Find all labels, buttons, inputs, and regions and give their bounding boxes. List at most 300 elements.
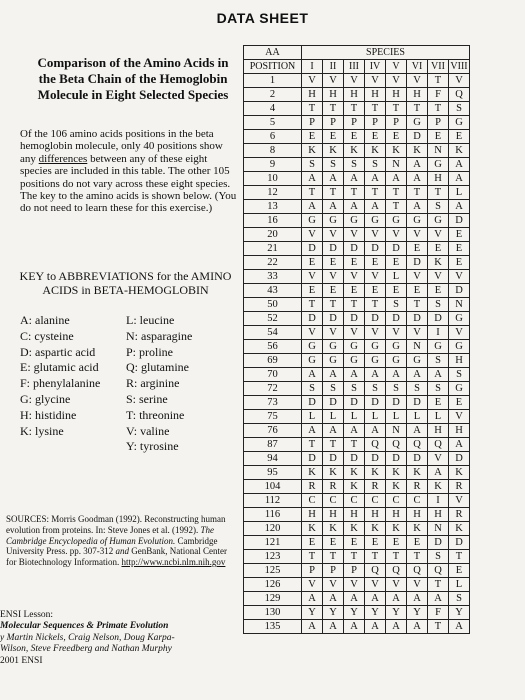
amino-acid-cell: A [386, 368, 407, 382]
aa-position-cell: 52 [244, 312, 302, 326]
amino-acid-cell: N [386, 424, 407, 438]
ensi-copyright: 2001 ENSI [0, 655, 43, 666]
amino-acid-cell: V [449, 494, 470, 508]
amino-acid-cell: A [365, 592, 386, 606]
amino-acid-cell: A [365, 620, 386, 634]
amino-acid-cell: L [428, 410, 449, 424]
amino-acid-cell: E [449, 564, 470, 578]
amino-acid-cell: A [344, 200, 365, 214]
table-row [244, 424, 470, 438]
table-row [244, 88, 470, 102]
table-row [244, 340, 470, 354]
amino-acid-cell: C [323, 494, 344, 508]
amino-acid-cell: T [407, 186, 428, 200]
amino-acid-cell: K [302, 144, 323, 158]
aa-position-cell: 20 [244, 228, 302, 242]
amino-acid-cell: L [449, 186, 470, 200]
table-row [244, 494, 470, 508]
amino-acid-cell: A [386, 620, 407, 634]
amino-acid-cell: K [344, 466, 365, 480]
table-row [244, 396, 470, 410]
abbreviation-entry: F: phenylalanine [20, 376, 101, 391]
table-row [244, 256, 470, 270]
abbreviation-row [20, 360, 245, 376]
amino-acid-cell: S [344, 158, 365, 172]
amino-acid-cell: D [386, 452, 407, 466]
amino-acid-cell: E [365, 536, 386, 550]
aa-position-cell: 72 [244, 382, 302, 396]
amino-acid-cell: G [344, 214, 365, 228]
amino-acid-cell: T [365, 298, 386, 312]
amino-acid-cell: V [365, 228, 386, 242]
amino-acid-cell: T [302, 438, 323, 452]
amino-acid-cell: V [407, 578, 428, 592]
ensi-authors-2: Wilson, Steve Freedberg and Nathan Murphy [0, 644, 172, 655]
amino-acid-cell: E [302, 536, 323, 550]
amino-acid-cell: T [407, 550, 428, 564]
amino-acid-cell: D [365, 452, 386, 466]
amino-acid-cell: S [365, 158, 386, 172]
amino-acid-cell: Y [386, 606, 407, 620]
aa-position-cell: 8 [244, 144, 302, 158]
amino-acid-cell: V [323, 270, 344, 284]
sources-text-2: Cambridge University Press. pp. 307-312 [6, 535, 218, 557]
abbreviation-entry: T: threonine [126, 407, 185, 422]
amino-acid-cell: D [302, 242, 323, 256]
amino-acid-cell: A [365, 368, 386, 382]
amino-acid-cell: D [428, 536, 449, 550]
amino-acid-cell: Q [407, 438, 428, 452]
amino-acid-cell: V [344, 326, 365, 340]
amino-acid-cell: E [449, 228, 470, 242]
amino-acid-cell: K [386, 466, 407, 480]
amino-acid-cell: Y [344, 606, 365, 620]
aa-position-cell: 16 [244, 214, 302, 228]
aa-position-cell: 94 [244, 452, 302, 466]
amino-acid-cell: S [344, 382, 365, 396]
table-row [244, 452, 470, 466]
species-label: VI [407, 60, 428, 74]
table-row [244, 368, 470, 382]
amino-acid-cell: T [323, 550, 344, 564]
amino-acid-cell: V [365, 74, 386, 88]
amino-acid-cell: N [428, 144, 449, 158]
abbreviation-list [20, 313, 245, 455]
amino-acid-cell: P [365, 116, 386, 130]
abbreviation-entry [20, 439, 126, 455]
abbreviation-entry: Q: glutamine [126, 360, 189, 375]
amino-acid-cell: K [428, 256, 449, 270]
aa-position-cell: 54 [244, 326, 302, 340]
amino-acid-cell: V [344, 270, 365, 284]
amino-acid-cell: V [386, 578, 407, 592]
amino-acid-cell: R [365, 480, 386, 494]
amino-acid-cell: T [323, 298, 344, 312]
amino-acid-cell: A [449, 172, 470, 186]
amino-acid-cell: D [344, 312, 365, 326]
amino-acid-cell: Q [365, 438, 386, 452]
amino-acid-cell: V [323, 74, 344, 88]
ensi-credit [0, 610, 240, 667]
table-row [244, 270, 470, 284]
species-label: VIII [450, 60, 468, 72]
amino-acid-cell: E [386, 256, 407, 270]
amino-acid-cell: V [302, 74, 323, 88]
amino-acid-cell: S [302, 382, 323, 396]
amino-acid-cell: A [323, 620, 344, 634]
amino-acid-cell: D [407, 256, 428, 270]
amino-acid-cell: T [365, 186, 386, 200]
table-row [244, 312, 470, 326]
amino-acid-cell: E [323, 256, 344, 270]
aa-position-cell: 126 [244, 578, 302, 592]
table-row [244, 592, 470, 606]
amino-acid-cell: D [386, 396, 407, 410]
amino-acid-cell: K [449, 522, 470, 536]
amino-acid-cell: L [386, 410, 407, 424]
comparison-heading: Comparison of the Amino Acids in the Beta Chain of the Hemoglobin Molecule in Eight Selected Species [37, 55, 229, 102]
amino-acid-cell: P [323, 564, 344, 578]
amino-acid-cell: A [407, 592, 428, 606]
amino-acid-cell: H [386, 508, 407, 522]
amino-acid-cell: T [386, 102, 407, 116]
table-row [244, 326, 470, 340]
amino-acid-cell: Y [449, 606, 470, 620]
table-row [244, 354, 470, 368]
amino-acid-cell: T [365, 550, 386, 564]
amino-acid-cell: E [407, 536, 428, 550]
table-row [244, 480, 470, 494]
table-row [244, 130, 470, 144]
amino-acid-cell: A [302, 368, 323, 382]
amino-acid-cell: T [428, 578, 449, 592]
table-row [244, 214, 470, 228]
amino-acid-cell: G [428, 340, 449, 354]
amino-acid-cell: S [428, 354, 449, 368]
amino-acid-cell: D [365, 242, 386, 256]
amino-acid-cell: A [365, 200, 386, 214]
amino-acid-cell: D [449, 214, 470, 228]
amino-acid-cell: E [407, 242, 428, 256]
amino-acid-cell: E [386, 536, 407, 550]
amino-acid-cell: T [323, 102, 344, 116]
amino-acid-cell: D [407, 312, 428, 326]
amino-acid-cell: R [449, 480, 470, 494]
abbreviation-entry: S: serine [126, 391, 168, 406]
aa-position-cell: 56 [244, 340, 302, 354]
amino-acid-cell: V [365, 326, 386, 340]
intro-text-before: Of the 106 amino acids positions in the beta hemoglobin molecule, only 40 positions show any [20, 128, 223, 165]
amino-acid-cell: K [407, 144, 428, 158]
aa-position-cell: 125 [244, 564, 302, 578]
amino-acid-cell: G [449, 116, 470, 130]
aa-position-cell: 13 [244, 200, 302, 214]
amino-acid-cell: K [407, 522, 428, 536]
amino-acid-cell: H [407, 88, 428, 102]
amino-acid-cell: E [386, 284, 407, 298]
aa-position-cell: 76 [244, 424, 302, 438]
amino-acid-cell: N [428, 522, 449, 536]
amino-acid-cell: A [344, 424, 365, 438]
amino-acid-cell: T [323, 186, 344, 200]
amino-acid-cell: D [323, 396, 344, 410]
aa-position-cell: 9 [244, 158, 302, 172]
abbreviation-entry: P: proline [126, 344, 173, 359]
amino-acid-cell: A [407, 368, 428, 382]
amino-acid-cell: H [428, 508, 449, 522]
amino-acid-cell: E [449, 396, 470, 410]
amino-acid-cell: E [449, 130, 470, 144]
amino-acid-cell: A [323, 368, 344, 382]
amino-acid-cell: V [323, 326, 344, 340]
amino-acid-cell: K [344, 144, 365, 158]
amino-acid-cell: A [386, 592, 407, 606]
amino-acid-cell: H [449, 424, 470, 438]
amino-acid-cell: A [302, 424, 323, 438]
amino-acid-cell: L [407, 410, 428, 424]
amino-acid-cell: V [302, 270, 323, 284]
intro-paragraph [20, 128, 240, 215]
amino-acid-cell: T [386, 550, 407, 564]
aa-position-cell: 33 [244, 270, 302, 284]
page-title: DATA SHEET [216, 10, 309, 26]
amino-acid-cell: C [407, 494, 428, 508]
abbreviation-entry: Y: tyrosine [126, 439, 179, 454]
amino-acid-cell: G [407, 116, 428, 130]
amino-acid-cell: K [365, 522, 386, 536]
aa-position-cell: 112 [244, 494, 302, 508]
amino-acid-cell: L [449, 578, 470, 592]
amino-acid-cell: K [386, 144, 407, 158]
amino-acid-cell: L [386, 270, 407, 284]
amino-acid-cell: S [449, 592, 470, 606]
amino-acid-cell: T [302, 102, 323, 116]
amino-acid-cell: A [449, 200, 470, 214]
amino-acid-cell: Y [365, 606, 386, 620]
amino-acid-cell: G [428, 214, 449, 228]
amino-acid-cell: V [302, 228, 323, 242]
sources-book-title: The Cambridge Encyclopedia of Human Evolution. [6, 524, 214, 546]
amino-acid-cell: G [386, 214, 407, 228]
amino-acid-cell: D [449, 284, 470, 298]
aa-position-cell: 43 [244, 284, 302, 298]
amino-acid-cell: H [386, 88, 407, 102]
species-label: I [302, 60, 323, 74]
amino-acid-cell: A [386, 172, 407, 186]
amino-acid-cell: D [302, 312, 323, 326]
amino-acid-cell: T [386, 200, 407, 214]
amino-acid-cell: Q [365, 564, 386, 578]
amino-acid-cell: V [386, 326, 407, 340]
species-label: V [386, 60, 407, 74]
amino-acid-cell: S [428, 382, 449, 396]
amino-acid-cell: P [323, 116, 344, 130]
amino-acid-cell: G [365, 340, 386, 354]
abbreviation-entry: G: glycine [20, 391, 71, 406]
abbreviation-entry: A: alanine [20, 313, 70, 327]
amino-acid-cell: T [344, 298, 365, 312]
amino-acid-cell: K [449, 466, 470, 480]
amino-acid-cell: E [302, 130, 323, 144]
aa-position-cell: 12 [244, 186, 302, 200]
amino-acid-cell: K [302, 466, 323, 480]
intro-text-after: between any of these eight species are included in this table. The other 105 positions do not vary across these eight species. The key to the amino acids is shown below. (You do not need to learn these for this exercise.) [20, 152, 237, 215]
amino-acid-cell: V [428, 452, 449, 466]
amino-acid-cell: G [449, 312, 470, 326]
amino-acid-cell: A [407, 172, 428, 186]
amino-acid-cell: D [344, 242, 365, 256]
aa-position-cell: 21 [244, 242, 302, 256]
amino-acid-cell: K [302, 522, 323, 536]
amino-acid-cell: I [428, 494, 449, 508]
amino-acid-cell: E [323, 284, 344, 298]
amino-acid-cell: K [323, 466, 344, 480]
amino-acid-cell: Q [407, 564, 428, 578]
aa-position-cell: 75 [244, 410, 302, 424]
amino-acid-cell: A [302, 172, 323, 186]
amino-acid-cell: E [407, 284, 428, 298]
amino-acid-cell: A [323, 200, 344, 214]
amino-acid-cell: V [449, 326, 470, 340]
amino-acid-cell: T [428, 102, 449, 116]
sources-paragraph [6, 514, 236, 568]
amino-acid-cell: I [428, 326, 449, 340]
amino-acid-cell: V [344, 228, 365, 242]
amino-acid-cell: S [428, 550, 449, 564]
table-row [244, 606, 470, 620]
amino-acid-cell: L [344, 410, 365, 424]
amino-acid-cell: D [344, 396, 365, 410]
abbreviation-row [20, 424, 245, 440]
aa-header-bottom: POSITION [244, 60, 302, 74]
amino-acid-cell: A [449, 620, 470, 634]
amino-acid-cell: R [407, 480, 428, 494]
amino-acid-cell: V [344, 578, 365, 592]
amino-acid-cell: H [365, 88, 386, 102]
amino-acid-cell: A [428, 592, 449, 606]
amino-acid-cell: D [323, 242, 344, 256]
amino-acid-cell: G [302, 340, 323, 354]
amino-acid-cell: E [449, 242, 470, 256]
key-heading: KEY to ABBREVIATIONS for the AMINO ACIDS in BETA-HEMOGLOBIN [19, 269, 232, 297]
abbreviation-row [20, 392, 245, 408]
amino-acid-cell: D [365, 396, 386, 410]
amino-acid-cell: N [386, 158, 407, 172]
table-row [244, 536, 470, 550]
species-label: VII [428, 60, 449, 74]
amino-acid-cell: V [428, 270, 449, 284]
aa-position-cell: 5 [244, 116, 302, 130]
amino-acid-cell: A [344, 592, 365, 606]
amino-acid-cell: L [323, 410, 344, 424]
amino-acid-cell: K [323, 522, 344, 536]
amino-acid-cell: D [449, 452, 470, 466]
amino-acid-cell: A [323, 424, 344, 438]
amino-acid-cell: A [344, 172, 365, 186]
amino-acid-cell: E [428, 396, 449, 410]
amino-acid-cell: R [302, 480, 323, 494]
table-row [244, 550, 470, 564]
ensi-authors-1: y Martin Nickels, Craig Nelson, Doug Karpa- [0, 632, 175, 643]
amino-acid-cell: H [365, 508, 386, 522]
aa-position-cell: 1 [244, 74, 302, 88]
amino-acid-cell: V [449, 410, 470, 424]
amino-acid-cell: Q [386, 438, 407, 452]
aa-position-cell: 123 [244, 550, 302, 564]
abbreviation-entry: R: arginine [126, 376, 180, 391]
amino-acid-cell: E [302, 284, 323, 298]
amino-acid-cell: T [302, 298, 323, 312]
aa-position-cell: 116 [244, 508, 302, 522]
aa-position-cell: 129 [244, 592, 302, 606]
amino-acid-cell: H [344, 88, 365, 102]
abbreviation-entry: H: histidine [20, 407, 77, 422]
amino-acid-cell: A [302, 620, 323, 634]
amino-acid-cell: S [386, 382, 407, 396]
table-row [244, 200, 470, 214]
amino-acid-cell: K [344, 480, 365, 494]
abbreviation-entry: L: leucine [126, 313, 175, 327]
amino-acid-cell: A [344, 620, 365, 634]
amino-acid-cell: A [428, 466, 449, 480]
amino-acid-cell: E [323, 536, 344, 550]
amino-acid-cell: V [449, 270, 470, 284]
amino-acid-cell: N [449, 298, 470, 312]
amino-acid-cell: P [302, 564, 323, 578]
amino-acid-cell: P [428, 116, 449, 130]
amino-acid-cell: S [365, 382, 386, 396]
amino-acid-cell: C [302, 494, 323, 508]
abbreviation-row [20, 408, 245, 424]
amino-acid-cell: A [302, 592, 323, 606]
amino-acid-cell: N [407, 340, 428, 354]
amino-acid-cell: H [428, 424, 449, 438]
aa-position-cell: 95 [244, 466, 302, 480]
amino-acid-cell: R [449, 508, 470, 522]
amino-acid-cell: L [365, 410, 386, 424]
amino-acid-cell: D [428, 312, 449, 326]
amino-acid-cell: H [302, 88, 323, 102]
amino-acid-cell: Q [428, 438, 449, 452]
table-row [244, 410, 470, 424]
abbreviation-row [20, 376, 245, 392]
species-label: III [344, 60, 365, 74]
amino-acid-cell: D [386, 312, 407, 326]
amino-acid-cell: V [302, 578, 323, 592]
amino-acid-cell: A [449, 438, 470, 452]
sources-and: and [115, 546, 129, 557]
amino-acid-cell: T [428, 74, 449, 88]
amino-acid-cell: K [365, 144, 386, 158]
aa-position-cell: 104 [244, 480, 302, 494]
table-row [244, 172, 470, 186]
amino-acid-cell: E [365, 284, 386, 298]
amino-acid-cell: C [344, 494, 365, 508]
amino-acid-cell: T [428, 186, 449, 200]
amino-acid-cell: G [323, 354, 344, 368]
amino-acid-cell: V [407, 74, 428, 88]
amino-acid-cell: V [323, 228, 344, 242]
amino-acid-cell: D [407, 452, 428, 466]
amino-acid-cell: H [323, 88, 344, 102]
aa-position-cell: 130 [244, 606, 302, 620]
amino-acid-cell: H [428, 172, 449, 186]
amino-acid-cell: G [407, 214, 428, 228]
amino-acid-cell: F [428, 88, 449, 102]
sources-url-link[interactable]: http://www.ncbi.nlm.nih.gov [121, 557, 226, 568]
table-row [244, 438, 470, 452]
intro-underlined-word: differences [38, 152, 88, 165]
